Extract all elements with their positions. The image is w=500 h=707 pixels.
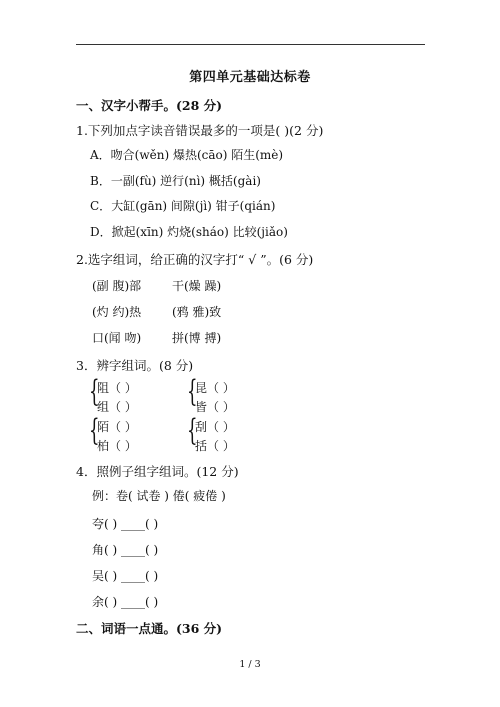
q2-row-3-right: 拼(博 搏): [172, 331, 222, 345]
q1-option-b: [90, 172, 261, 189]
q2-row-1-left: (副 腹)部: [92, 279, 142, 293]
option-text: 吻合(wěn) 爆热(cāo) 陌生(mè): [110, 148, 284, 162]
q2-row-2-right: (鸦 雅)致: [172, 305, 222, 319]
section-1-heading: 一、汉字小帮手。(28 分): [76, 98, 223, 113]
q3-item: 组（ ）: [97, 400, 137, 414]
option-label: A．: [90, 148, 111, 162]
option-text: 大缸(gān) 间隙(jì) 钳子(qián): [111, 199, 276, 213]
option-text: 一副(fù) 逆行(nì) 概括(gài): [110, 174, 261, 188]
question-3-prompt: 3．辨字组词。(8 分): [76, 358, 194, 373]
brace-icon: {: [89, 374, 100, 409]
q2-row-1-right: 干(燥 躁): [172, 279, 222, 293]
q1-option-d: [90, 223, 288, 240]
q3-item: 柏（ ）: [97, 439, 137, 453]
q3-item: 括（ ）: [195, 439, 235, 453]
question-4-prompt: 4．照例子组字组词。(12 分): [76, 464, 239, 479]
q3-item: 陌（ ）: [97, 420, 137, 434]
page-number: 1 / 3: [239, 659, 261, 670]
brace-icon: {: [187, 413, 198, 448]
page-title: 第四单元基础达标卷: [189, 70, 311, 85]
q2-row-2-left: (灼 约)热: [92, 305, 142, 319]
question-2-prompt: 2.选字组词，给正确的汉字打“ √ ”。(6 分): [76, 252, 314, 267]
option-label: D．: [90, 225, 112, 239]
q4-row-2: 角( ) ____( ): [92, 543, 159, 557]
option-text: 掀起(xīn) 灼烧(sháo) 比较(jiǎo): [111, 225, 288, 239]
q4-row-1: 夸( ) ____( ): [92, 517, 159, 531]
option-label: C．: [90, 199, 112, 213]
brace-icon: {: [89, 413, 100, 448]
brace-icon: {: [187, 374, 198, 409]
q4-example: 例：卷( 试卷 ) 倦( 疲倦 ): [92, 489, 226, 503]
q3-item: 阻（ ）: [97, 381, 137, 395]
header-rule: [76, 44, 425, 45]
option-label: B．: [90, 174, 111, 188]
section-2-heading: 二、词语一点通。(36 分): [76, 621, 223, 636]
q3-item: 刮（ ）: [195, 420, 235, 434]
q2-row-3-left: 口(闻 吻): [92, 331, 142, 345]
question-1-prompt: 1.下列加点字读音错误最多的一项是( )(2 分): [76, 123, 324, 138]
q3-item: 昆（ ）: [195, 381, 235, 395]
q3-item: 皆（ ）: [195, 400, 235, 414]
q4-row-4: 余( ) ____( ): [92, 595, 159, 609]
q4-row-3: 吴( ) ____( ): [92, 569, 159, 583]
q1-option-c: [90, 197, 275, 214]
q1-option-a: [90, 146, 283, 163]
